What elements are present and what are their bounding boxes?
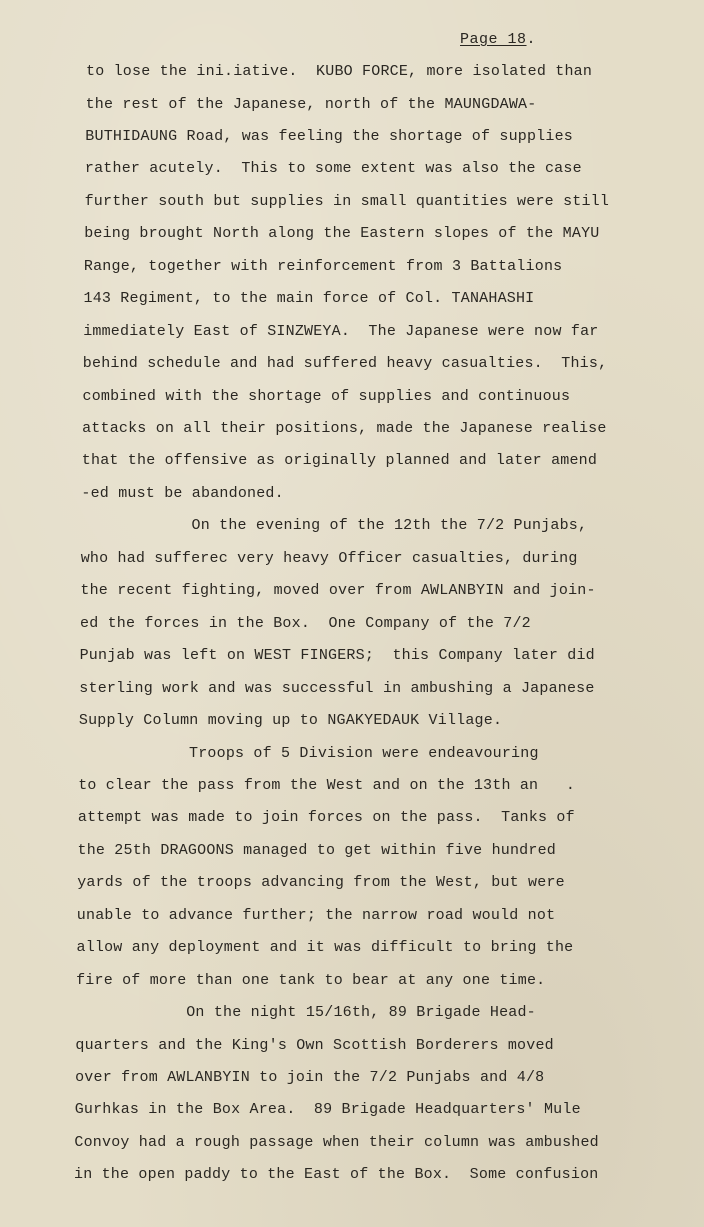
- text-line: combined with the shortage of supplies and continuous: [82, 387, 571, 405]
- text-line: yards of the troops advancing from the West, but were: [77, 874, 565, 892]
- text-line: ed the forces in the Box. One Company of the 7/2: [80, 614, 531, 632]
- text-line: BUTHIDAUNG Road, was feeling the shortage of supplies: [85, 127, 573, 145]
- text-line: behind schedule and had suffered heavy casualties. This,: [82, 355, 608, 373]
- text-line: -ed must be abandoned.: [81, 484, 284, 502]
- text-line: to lose the ini.iative. KUBO FORCE, more isolated than: [86, 63, 593, 80]
- page-number-label: Page 18: [460, 31, 527, 48]
- text-line: unable to advance further; the narrow road would not: [76, 906, 556, 924]
- text-line: sterling work and was successful in ambushing a Japanese: [79, 679, 595, 697]
- text-line: quarters and the King's Own Scottish Borderers moved: [75, 1036, 554, 1054]
- text-line: that the offensive as originally planned and later amend: [81, 452, 598, 470]
- text-line: immediately East of SINZWEYA. The Japanese were now far: [83, 322, 599, 340]
- text-line: who had sufferec very heavy Officer casualties, during: [80, 549, 578, 567]
- text-line: Supply Column moving up to NGAKYEDAUK Village.: [78, 712, 503, 729]
- text-line: Punjab was left on WEST FINGERS; this Company later did: [79, 647, 595, 665]
- text-line: to clear the pass from the West and on the 13th an .: [78, 776, 576, 794]
- text-line: Gurhkas in the Box Area. 89 Brigade Headquarters' Mule: [74, 1101, 581, 1119]
- text-line: fire of more than one tank to bear at any one time.: [76, 971, 546, 989]
- text-line: over from AWLANBYIN to join the 7/2 Punjabs and 4/8: [75, 1069, 545, 1086]
- page-number: [460, 31, 536, 48]
- text-line: On the night 15/16th, 89 Brigade Head-: [75, 1004, 536, 1022]
- text-line: allow any deployment and it was difficult to bring the: [76, 939, 574, 957]
- text-line: 143 Regiment, to the main force of Col. TANAHASHI: [83, 290, 535, 308]
- text-line: Troops of 5 Division were endeavouring: [78, 744, 539, 762]
- text-line: Convoy had a rough passage when their column was ambushed: [74, 1133, 599, 1151]
- text-line: the recent fighting, moved over from AWLANBYIN and join-: [80, 582, 596, 600]
- text-line: the 25th DRAGOONS managed to get within five hundred: [77, 841, 556, 859]
- text-line: rather acutely. This to some extent was also the case: [84, 160, 582, 178]
- text-line: attempt was made to join forces on the pass. Tanks of: [77, 809, 575, 827]
- text-line: the rest of the Japanese, north of the MAUNGDAWA-: [85, 95, 537, 113]
- text-line: attacks on all their positions, made the Japanese realise: [82, 420, 607, 437]
- text-line: further south but supplies in small quantities were still: [84, 192, 610, 210]
- page-number-suffix: .: [526, 31, 537, 48]
- text-line: in the open paddy to the East of the Box. Some confusion: [74, 1166, 599, 1184]
- text-line: Range, together with reinforcement from 3 Battalions: [83, 257, 563, 275]
- text-line: being brought North along the Eastern slopes of the MAYU: [84, 225, 600, 243]
- text-line: On the evening of the 12th the 7/2 Punjabs,: [81, 517, 588, 535]
